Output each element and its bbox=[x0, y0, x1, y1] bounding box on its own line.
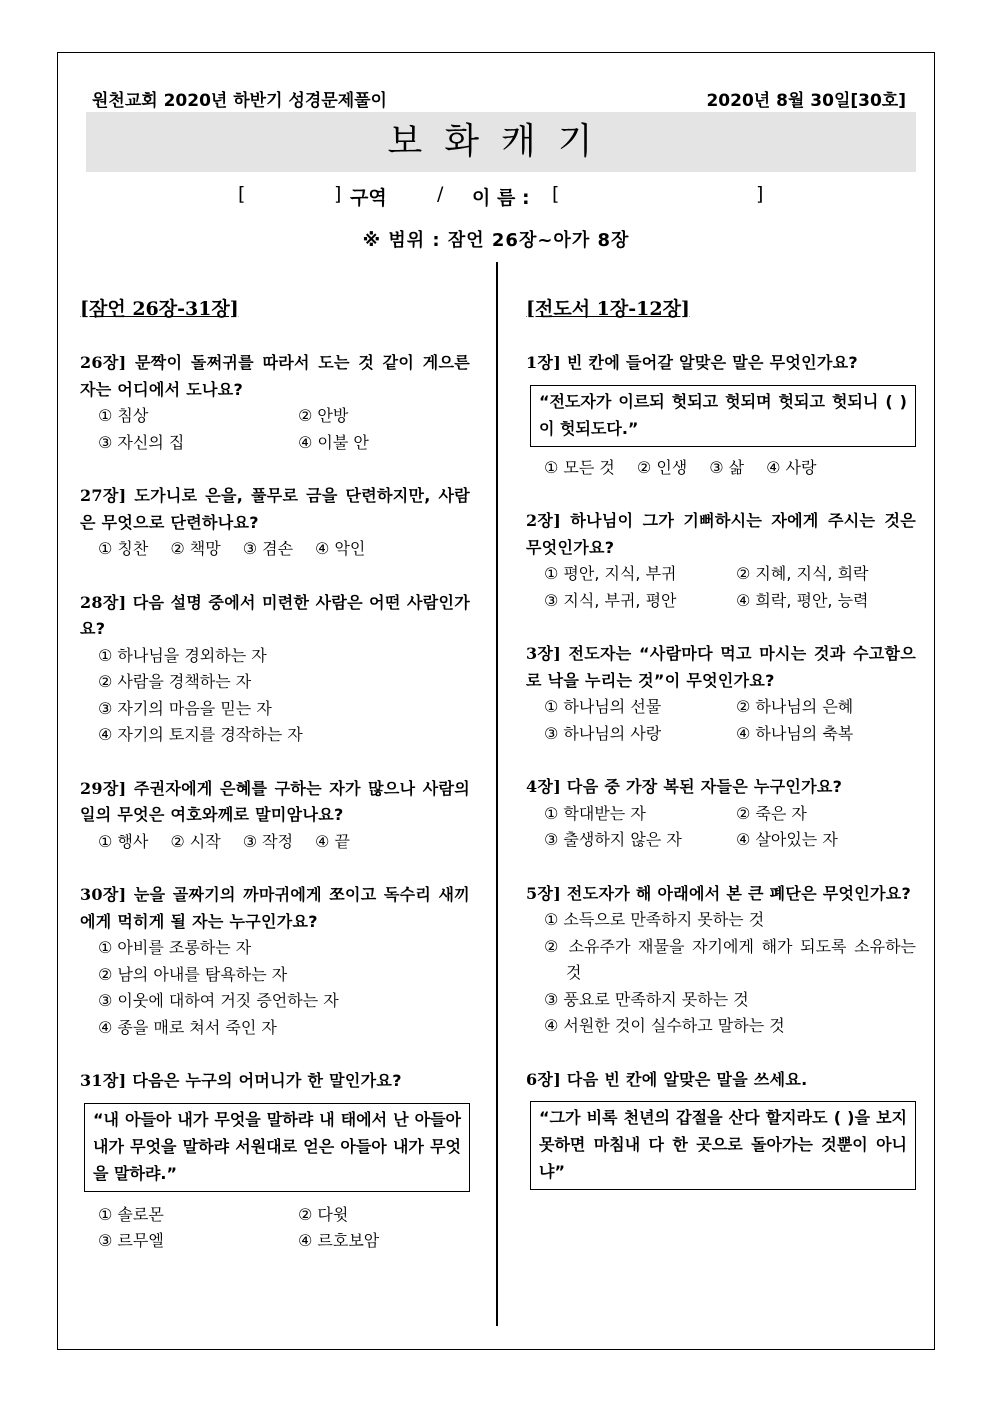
question-body: 다음은 누구의 어머니가 한 말인가요? bbox=[126, 1071, 402, 1090]
options bbox=[526, 455, 916, 482]
name-bracket-open: [ bbox=[552, 183, 560, 205]
options bbox=[80, 829, 470, 856]
district-bracket-open: [ bbox=[238, 183, 246, 205]
question-number: 28장] bbox=[80, 592, 127, 612]
option-3[interactable]: ③ 지식, 부귀, 평안 bbox=[544, 590, 677, 610]
option-1[interactable]: ① 솔로몬 bbox=[98, 1204, 164, 1224]
question-text bbox=[526, 1067, 916, 1094]
question-text bbox=[80, 1068, 470, 1095]
question-text bbox=[80, 483, 470, 536]
option-2[interactable]: ② 소유주가 재물을 자기에게 해가 되도록 소유하는 것 bbox=[544, 936, 916, 982]
option-3[interactable]: ③ 삶 bbox=[709, 457, 745, 477]
quote-box: “그가 비록 천년의 갑절을 산다 할지라도 ( )을 보지 못하면 마침내 다 한 곳으로 돌아가는 것뿐이 아니냐” bbox=[530, 1101, 916, 1190]
option-2[interactable]: ② 다윗 bbox=[298, 1204, 349, 1224]
option-4[interactable]: ④ 악인 bbox=[315, 539, 366, 558]
question-29 bbox=[80, 776, 470, 856]
question-body: 전도자가 해 아래에서 본 큰 폐단은 무엇인가요? bbox=[561, 883, 912, 903]
question-body: 하나님이 그가 기뻐하시는 자에게 주시는 것은 무엇인가요? bbox=[526, 511, 916, 557]
option-1[interactable]: ① 하나님을 경외하는 자 bbox=[98, 645, 267, 665]
option-3[interactable]: ③ 겸손 bbox=[242, 539, 294, 558]
header-date: 2020년 8월 30일[30호] bbox=[706, 91, 906, 111]
option-2[interactable]: ② 안방 bbox=[298, 406, 349, 425]
option-3[interactable]: ③ 이웃에 대하여 거짓 증언하는 자 bbox=[98, 991, 339, 1010]
options bbox=[80, 403, 470, 456]
option-3[interactable]: ③ 르무엘 bbox=[98, 1231, 164, 1250]
question-ch3 bbox=[526, 641, 916, 747]
option-2[interactable]: ② 책망 bbox=[170, 539, 221, 558]
question-31 bbox=[80, 1068, 470, 1255]
option-4[interactable]: ④ 희락, 평안, 능력 bbox=[736, 590, 869, 610]
options bbox=[526, 694, 916, 747]
question-text bbox=[526, 508, 916, 561]
question-number: 3장] bbox=[526, 644, 562, 663]
option-1[interactable]: ① 평안, 지식, 부귀 bbox=[544, 564, 677, 583]
question-number: 29장] bbox=[80, 778, 127, 798]
option-4[interactable]: ④ 서원한 것이 실수하고 말하는 것 bbox=[544, 1016, 785, 1035]
question-ch4 bbox=[526, 774, 916, 854]
question-number: 30장] bbox=[80, 885, 127, 904]
question-number: 4장] bbox=[526, 777, 562, 796]
option-4[interactable]: ④ 사랑 bbox=[766, 457, 817, 477]
options bbox=[526, 907, 916, 1040]
options bbox=[526, 561, 916, 614]
question-text bbox=[526, 774, 916, 801]
option-1[interactable]: ① 하나님의 선물 bbox=[544, 697, 662, 716]
option-1[interactable]: ① 칭찬 bbox=[98, 539, 149, 558]
question-text bbox=[80, 350, 470, 403]
option-1[interactable]: ① 소득으로 만족하지 못하는 것 bbox=[544, 910, 765, 929]
question-ch5 bbox=[526, 881, 916, 1040]
question-body: 다음 중 가장 복된 자들은 누구인가요? bbox=[561, 777, 843, 796]
options bbox=[80, 643, 470, 749]
question-ch1 bbox=[526, 350, 916, 481]
question-ch6 bbox=[526, 1067, 916, 1191]
question-number: 31장] bbox=[80, 1071, 127, 1090]
option-4[interactable]: ④ 이불 안 bbox=[298, 432, 369, 452]
options bbox=[80, 935, 470, 1041]
question-body: 문짝이 돌쩌귀를 따라서 도는 것 같이 게으른 자는 어디에서 도나요? bbox=[80, 353, 470, 399]
option-4[interactable]: ④ 끝 bbox=[315, 831, 350, 851]
question-ch2 bbox=[526, 508, 916, 614]
option-1[interactable]: ① 침상 bbox=[98, 406, 149, 425]
question-text bbox=[526, 350, 916, 377]
option-2[interactable]: ② 남의 아내를 탐욕하는 자 bbox=[98, 964, 288, 984]
quote-box: “전도자가 이르되 헛되고 헛되며 헛되고 헛되니 ( )이 헛되도다.” bbox=[530, 385, 916, 447]
question-text bbox=[80, 882, 470, 935]
question-30 bbox=[80, 882, 470, 1041]
option-4[interactable]: ④ 르호보암 bbox=[298, 1231, 380, 1250]
question-body: 다음 빈 칸에 알맞은 말을 쓰세요. bbox=[561, 1069, 808, 1089]
options bbox=[526, 801, 916, 854]
option-3[interactable]: ③ 출생하지 않은 자 bbox=[544, 830, 682, 849]
header-church-title: 원천교회 2020년 하반기 성경문제풀이 bbox=[92, 91, 387, 111]
question-body: 다음 설명 중에서 미련한 사람은 어떤 사람인가요? bbox=[80, 592, 470, 638]
question-body: 주권자에게 은혜를 구하는 자가 많으나 사람의 일의 무엇은 여호와께로 말미암나요? bbox=[80, 778, 470, 824]
question-26 bbox=[80, 350, 470, 456]
option-3[interactable]: ③ 작정 bbox=[242, 831, 294, 851]
option-3[interactable]: ③ 하나님의 사랑 bbox=[544, 723, 662, 743]
options bbox=[80, 1202, 470, 1255]
option-1[interactable]: ① 모든 것 bbox=[544, 457, 615, 477]
question-text bbox=[526, 881, 916, 908]
option-3[interactable]: ③ 자신의 집 bbox=[98, 432, 185, 452]
column-divider bbox=[496, 262, 498, 1326]
left-column bbox=[80, 296, 470, 1282]
title-banner bbox=[86, 112, 916, 172]
option-2[interactable]: ② 하나님의 은혜 bbox=[736, 697, 854, 716]
right-column bbox=[526, 296, 916, 1217]
options bbox=[80, 536, 470, 563]
question-body: 도가니로 은을, 풀무로 금을 단련하지만, 사람은 무엇으로 단련하나요? bbox=[80, 486, 470, 532]
question-number: 5장] bbox=[526, 883, 562, 903]
option-2[interactable]: ② 시작 bbox=[170, 831, 221, 851]
question-text bbox=[80, 776, 470, 829]
question-28 bbox=[80, 590, 470, 749]
option-3[interactable]: ③ 자기의 마음을 믿는 자 bbox=[98, 698, 272, 718]
name-label: 이 름 : bbox=[472, 187, 530, 209]
section-title: [잠언 26장-31장] bbox=[80, 298, 239, 320]
option-4[interactable]: ④ 살아있는 자 bbox=[736, 830, 838, 849]
option-4[interactable]: ④ 하나님의 축복 bbox=[736, 723, 854, 743]
question-number: 26장] bbox=[80, 353, 127, 372]
option-3[interactable]: ③ 풍요로 만족하지 못하는 것 bbox=[544, 989, 749, 1009]
option-4[interactable]: ④ 종을 매로 쳐서 죽인 자 bbox=[98, 1017, 277, 1037]
question-number: 2장] bbox=[526, 511, 562, 530]
page-title: 보화캐기 bbox=[387, 121, 615, 162]
section-title: [전도서 1장-12장] bbox=[526, 298, 690, 320]
district-label: 구역 bbox=[350, 187, 387, 209]
name-bracket-close: ] bbox=[756, 183, 764, 205]
question-body: 전도자는 “사람마다 먹고 마시는 것과 수고함으로 낙을 누리는 것”이 무엇인가요? bbox=[526, 644, 916, 690]
option-1[interactable]: ① 학대받는 자 bbox=[544, 803, 646, 823]
question-body: 눈을 골짜기의 까마귀에게 쪼이고 독수리 새끼에게 먹히게 될 자는 누구인가요? bbox=[80, 885, 470, 931]
option-2[interactable]: ② 인생 bbox=[636, 457, 688, 477]
question-text bbox=[526, 641, 916, 694]
option-4[interactable]: ④ 자기의 토지를 경작하는 자 bbox=[98, 725, 303, 744]
separator-slash: / bbox=[437, 183, 444, 205]
quote-box: “내 아들아 내가 무엇을 말하랴 내 태에서 난 아들아 내가 무엇을 말하랴 서원대로 얻은 아들아 내가 무엇을 말하랴.” bbox=[84, 1103, 470, 1192]
question-number: 27장] bbox=[80, 486, 127, 505]
quiz-range: ※ 범위 : 잠언 26장~아가 8장 bbox=[362, 230, 630, 251]
district-bracket-close: ] bbox=[334, 183, 342, 205]
question-body: 빈 칸에 들어갈 알맞은 말은 무엇인가요? bbox=[561, 353, 858, 372]
option-1[interactable]: ① 행사 bbox=[98, 831, 149, 851]
question-number: 1장] bbox=[526, 353, 562, 372]
question-27 bbox=[80, 483, 470, 563]
question-number: 6장] bbox=[526, 1069, 562, 1089]
option-1[interactable]: ① 아비를 조롱하는 자 bbox=[98, 938, 252, 957]
option-2[interactable]: ② 사람을 경책하는 자 bbox=[98, 672, 252, 691]
option-2[interactable]: ② 죽은 자 bbox=[736, 803, 807, 823]
option-2[interactable]: ② 지혜, 지식, 희락 bbox=[736, 564, 869, 583]
question-text bbox=[80, 590, 470, 643]
